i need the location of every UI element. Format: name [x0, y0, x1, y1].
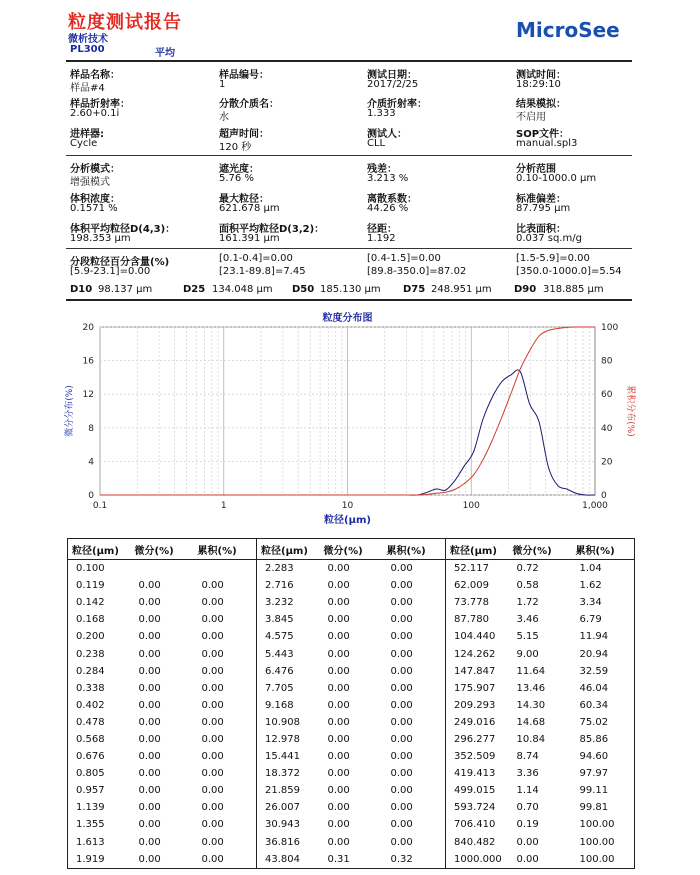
y-tick-right: 20 [601, 457, 613, 468]
table-cell: 0.00 [390, 819, 413, 831]
table-cell: 0.676 [68, 748, 131, 765]
table-cell: 3.36 [516, 768, 539, 780]
x-tick: 0.1 [92, 501, 108, 511]
table-row [68, 697, 635, 714]
table-cell: 0.00 [138, 785, 161, 797]
table-cell: 0.00 [327, 699, 350, 711]
info-value: 不启用 [516, 112, 546, 123]
table-cell: 0.72 [516, 563, 539, 575]
table-cell: 26.007 [257, 799, 320, 816]
table-cell: 10.908 [257, 714, 320, 731]
table-cell: 0.00 [201, 819, 224, 831]
table-cell: 100.00 [572, 834, 635, 851]
table-cell: 0.00 [327, 614, 350, 626]
info-value: 18:29:10 [516, 79, 561, 90]
table-cell: 124.262 [446, 645, 509, 662]
x-tick: 100 [462, 501, 480, 511]
result-label: 径距： [367, 224, 397, 235]
table-cell: 419.413 [446, 765, 509, 782]
result-value: 161.391 μm [219, 233, 280, 244]
table-cell: 0.200 [68, 628, 131, 645]
table-cell: 13.46 [516, 682, 546, 694]
info-value: 1 [219, 79, 226, 90]
table-cell: 0.805 [68, 765, 131, 782]
table-cell: 15.441 [257, 748, 320, 765]
table-cell: 0.00 [201, 665, 224, 677]
result-value: 0.037 sq.m/g [516, 233, 583, 244]
table-row [68, 748, 635, 765]
table-cell: 100.00 [572, 851, 635, 869]
table-cell [194, 560, 257, 578]
table-cell: 0.478 [68, 714, 131, 731]
y-tick-right: 80 [601, 356, 613, 367]
table-cell: 352.509 [446, 748, 509, 765]
table-cell: 0.00 [131, 851, 194, 869]
result-label: 分析模式： [70, 164, 120, 175]
table-cell: 0.00 [194, 851, 257, 869]
table-cell: 0.402 [68, 697, 131, 714]
table-cell: 14.68 [516, 716, 546, 728]
table-cell: 3.845 [257, 611, 320, 628]
table-cell: 0.00 [390, 716, 413, 728]
table-cell: 0.00 [390, 733, 413, 745]
table-cell: 73.778 [446, 594, 509, 611]
info-value: 1.333 [367, 108, 396, 119]
column-header: 累积(%) [383, 539, 446, 560]
table-cell: 0.00 [201, 699, 224, 711]
result-label: 遮光度： [219, 164, 259, 175]
y-axis-label-right: 累积分布(%) [625, 385, 635, 437]
table-cell: 3.46 [516, 614, 539, 626]
table-cell: 0.00 [390, 580, 413, 592]
table-cell: 0.00 [201, 751, 224, 763]
table-cell: 97.97 [572, 765, 635, 782]
table-cell: 0.00 [138, 648, 161, 660]
info-label: 测试人： [367, 129, 407, 140]
column-header: 粒径(μm) [68, 539, 131, 560]
table-cell: 0.00 [201, 802, 224, 814]
table-cell: 11.64 [516, 665, 546, 677]
table-cell: 0.00 [327, 802, 350, 814]
table-cell: 9.00 [516, 648, 539, 660]
table-cell: 0.338 [68, 680, 131, 697]
table-cell: 147.847 [446, 663, 509, 680]
column-header: 粒径(μm) [446, 539, 509, 560]
table-cell: 0.00 [509, 851, 572, 869]
d-label: D90 [514, 284, 537, 295]
table-cell: 43.804 [257, 851, 320, 869]
chart-title: 粒度分布图 [322, 313, 373, 324]
table-cell: 1.919 [68, 851, 131, 869]
table-cell: 62.009 [446, 577, 509, 594]
table-cell: 0.00 [327, 785, 350, 797]
y-axis-label-left: 微分分布(%) [65, 385, 75, 437]
table-cell: 11.94 [572, 628, 635, 645]
table-cell: 249.016 [446, 714, 509, 731]
table-cell: 0.00 [327, 682, 350, 694]
column-header: 累积(%) [194, 539, 257, 560]
table-cell: 0.00 [138, 716, 161, 728]
table-cell: 0.100 [68, 560, 131, 578]
microsee-logo: MicroSee [516, 18, 620, 42]
table-row [68, 816, 635, 833]
segment-value: [0.4-1.5]=0.00 [367, 253, 441, 264]
table-cell: 0.00 [201, 580, 224, 592]
x-tick: 1 [220, 501, 227, 511]
column-header: 微分(%) [131, 539, 194, 560]
x-axis-label: 粒径(μm) [324, 515, 371, 526]
table-cell: 0.168 [68, 611, 131, 628]
table-cell: 1.72 [516, 597, 539, 609]
info-value: Cycle [70, 138, 98, 149]
info-label: SOP文件： [516, 129, 570, 140]
d-value: 98.137 μm [98, 284, 153, 295]
result-value: 增强模式 [70, 177, 110, 188]
info-value: 2017/2/25 [367, 79, 419, 90]
table-cell: 0.00 [201, 785, 224, 797]
table-cell: 0.00 [327, 563, 350, 575]
table-cell: 36.816 [257, 834, 320, 851]
d-label: D25 [183, 284, 206, 295]
segment-value: [0.1-0.4]=0.00 [219, 253, 293, 264]
report-title: 粒度测试报告 [68, 12, 182, 33]
table-cell: 2.716 [257, 577, 320, 594]
table-cell: 593.724 [446, 799, 509, 816]
table-row [68, 714, 635, 731]
result-value: 87.795 μm [516, 203, 571, 214]
segment-value: [350.0-1000.0]=5.54 [516, 266, 622, 277]
result-value: 44.26 % [367, 203, 409, 214]
table-cell: 10.84 [516, 733, 546, 745]
table-cell: 9.168 [257, 697, 320, 714]
table-cell: 0.00 [327, 751, 350, 763]
info-value: 水 [219, 112, 229, 123]
table-body [68, 560, 635, 869]
table-cell: 12.978 [257, 731, 320, 748]
table-cell: 706.410 [446, 816, 509, 833]
header-divider [66, 60, 632, 62]
table-cell: 499.015 [446, 782, 509, 799]
table-cell: 3.232 [257, 594, 320, 611]
table-cell: 0.00 [390, 631, 413, 643]
table-cell: 0.00 [390, 802, 413, 814]
table-cell: 46.04 [572, 680, 635, 697]
info-label: 样品名称： [70, 70, 120, 81]
info-label: 超声时间： [219, 129, 269, 140]
table-cell: 104.440 [446, 628, 509, 645]
table-cell: 2.283 [257, 560, 320, 578]
segment-value: [89.8-350.0]=87.02 [367, 266, 467, 277]
segment-value: [1.5-5.9]=0.00 [516, 253, 590, 264]
d-label: D10 [70, 284, 93, 295]
table-cell: 0.00 [201, 768, 224, 780]
x-tick: 10 [341, 501, 354, 511]
d-value: 318.885 μm [543, 284, 604, 295]
y-tick-right: 60 [601, 390, 613, 401]
result-label: 最大粒径： [219, 194, 269, 205]
table-cell: 75.02 [572, 714, 635, 731]
table-cell: 0.238 [68, 645, 131, 662]
table-cell: 30.943 [257, 816, 320, 833]
table-cell: 0.00 [138, 665, 161, 677]
table-row [68, 765, 635, 782]
table-header-row [68, 539, 635, 560]
table-cell: 0.00 [201, 716, 224, 728]
result-label: 面积平均粒径D(3,2)： [219, 224, 325, 235]
table-cell: 0.957 [68, 782, 131, 799]
table-cell: 0.00 [390, 699, 413, 711]
table-cell: 0.00 [390, 648, 413, 660]
info-label: 结果模拟： [516, 99, 566, 110]
table-cell: 1.139 [68, 799, 131, 816]
table-cell: 1.04 [572, 560, 635, 578]
table-cell: 99.11 [572, 782, 635, 799]
d-value: 134.048 μm [212, 284, 273, 295]
table-cell: 0.00 [138, 802, 161, 814]
table-row [68, 663, 635, 680]
table-cell: 0.70 [516, 802, 539, 814]
table-cell: 0.31 [320, 851, 383, 869]
info-label: 分散介质名： [219, 99, 279, 110]
table-cell: 0.00 [390, 665, 413, 677]
table-cell: 296.277 [446, 731, 509, 748]
table-cell: 0.00 [327, 648, 350, 660]
table-row [68, 731, 635, 748]
table-cell: 0.00 [390, 751, 413, 763]
result-value: 3.213 % [367, 173, 409, 184]
table-cell: 0.00 [327, 716, 350, 728]
result-label: 比表面积： [516, 224, 566, 235]
table-cell: 0.00 [390, 785, 413, 797]
segment-value: [23.1-89.8]=7.45 [219, 266, 306, 277]
table-cell: 99.81 [572, 799, 635, 816]
info-label: 进样器: [70, 129, 104, 140]
table-cell: 0.00 [327, 836, 350, 848]
info-value: 120 秒 [219, 142, 252, 153]
table-cell: 94.60 [572, 748, 635, 765]
segment-value: [5.9-23.1]=0.00 [70, 266, 151, 277]
info-label: 样品折射率： [70, 99, 130, 110]
table-cell: 1.613 [68, 834, 131, 851]
table-cell: 0.00 [201, 733, 224, 745]
table-cell: 209.293 [446, 697, 509, 714]
table-row [68, 782, 635, 799]
table-cell: 0.00 [138, 699, 161, 711]
table-cell: 1.14 [516, 785, 539, 797]
info-value: 2.60+0.1i [70, 108, 120, 119]
y-tick-left: 8 [88, 423, 94, 434]
y-tick-left: 4 [88, 457, 94, 468]
table-cell: 3.34 [572, 594, 635, 611]
table-cell: 5.443 [257, 645, 320, 662]
table-cell: 0.00 [390, 836, 413, 848]
table-cell: 840.482 [446, 834, 509, 851]
table-cell: 32.59 [572, 663, 635, 680]
table-cell: 20.94 [572, 645, 635, 662]
table-cell: 0.00 [201, 648, 224, 660]
table-cell: 60.34 [572, 697, 635, 714]
table-cell: 18.372 [257, 765, 320, 782]
table-cell: 175.907 [446, 680, 509, 697]
table-cell: 0.00 [201, 836, 224, 848]
table-cell: 6.79 [572, 611, 635, 628]
table-cell: 0.284 [68, 663, 131, 680]
table-cell: 1.355 [68, 816, 131, 833]
table-row [68, 560, 635, 578]
y-tick-left: 20 [82, 323, 94, 333]
table-cell: 0.00 [390, 614, 413, 626]
table-cell: 14.30 [516, 699, 546, 711]
table-cell: 0.142 [68, 594, 131, 611]
d-value: 185.130 μm [320, 284, 381, 295]
table-cell: 0.00 [327, 597, 350, 609]
table-cell: 0.00 [390, 682, 413, 694]
table-row [68, 628, 635, 645]
particle-size-chart [50, 305, 650, 530]
table-cell: 0.00 [327, 631, 350, 643]
table-cell: 0.00 [390, 597, 413, 609]
y-tick-left: 0 [88, 491, 94, 501]
y-tick-right: 40 [601, 423, 613, 434]
column-header: 微分(%) [509, 539, 572, 560]
table-cell: 0.19 [516, 819, 539, 831]
x-tick: 1,000 [582, 501, 608, 511]
table-cell: 0.00 [138, 682, 161, 694]
d-label: D75 [403, 284, 426, 295]
y-tick-right: 0 [601, 491, 607, 501]
table-cell: 0.00 [327, 819, 350, 831]
table-cell: 4.575 [257, 628, 320, 645]
table-cell [131, 560, 194, 578]
column-header: 粒径(μm) [257, 539, 320, 560]
info-value: CLL [367, 138, 386, 149]
results-divider [66, 248, 632, 249]
result-value: 1.192 [367, 233, 396, 244]
table-cell: 0.00 [138, 768, 161, 780]
report-mode: 平均 [155, 48, 175, 59]
company-name: 微析技术 [68, 34, 108, 45]
table-cell: 0.00 [138, 597, 161, 609]
result-value: 198.353 μm [70, 233, 131, 244]
table-cell: 0.00 [201, 597, 224, 609]
table-cell: 1000.000 [446, 851, 509, 869]
table-cell: 0.00 [138, 836, 161, 848]
table-cell: 85.86 [572, 731, 635, 748]
column-header: 微分(%) [320, 539, 383, 560]
dvalues-divider [66, 299, 632, 301]
table-cell: 0.00 [201, 682, 224, 694]
column-header: 累积(%) [572, 539, 635, 560]
info-value: 样品#4 [70, 83, 105, 94]
table-cell: 87.780 [446, 611, 509, 628]
table-cell: 100.00 [572, 816, 635, 833]
result-label: 体积浓度： [70, 194, 120, 205]
info-value: manual.spl3 [516, 138, 578, 149]
table-cell: 0.568 [68, 731, 131, 748]
y-tick-right: 100 [601, 323, 619, 333]
table-cell: 0.119 [68, 577, 131, 594]
segments-label: 分段粒径百分含量(%) [70, 257, 170, 268]
y-tick-left: 16 [82, 356, 94, 367]
table-cell: 0.00 [327, 768, 350, 780]
table-cell: 0.00 [327, 733, 350, 745]
size-distribution-table [67, 538, 635, 869]
table-cell: 0.00 [138, 631, 161, 643]
table-cell: 52.117 [446, 560, 509, 578]
table-cell: 0.32 [383, 851, 446, 869]
table-cell: 0.00 [138, 733, 161, 745]
d-value: 248.951 μm [431, 284, 492, 295]
result-label: 标准偏差： [516, 194, 566, 205]
table-cell: 1.62 [572, 577, 635, 594]
table-cell: 0.00 [201, 614, 224, 626]
result-value: 0.1571 % [70, 203, 118, 214]
table-cell: 0.00 [138, 580, 161, 592]
info-divider [66, 155, 632, 156]
table-row [68, 611, 635, 628]
table-cell: 0.00 [327, 580, 350, 592]
table-cell: 0.58 [516, 580, 539, 592]
table-row [68, 645, 635, 662]
table-row [68, 851, 635, 869]
table-cell: 8.74 [516, 751, 539, 763]
info-label: 测试时间： [516, 70, 566, 81]
table-cell: 0.00 [516, 836, 539, 848]
result-value: 0.10-1000.0 μm [516, 173, 597, 184]
table-cell: 7.705 [257, 680, 320, 697]
table-cell: 0.00 [327, 665, 350, 677]
table-cell: 0.00 [390, 768, 413, 780]
table-row [68, 680, 635, 697]
info-label: 测试日期： [367, 70, 417, 81]
table-cell: 5.15 [516, 631, 539, 643]
table-row [68, 799, 635, 816]
table-cell: 21.859 [257, 782, 320, 799]
table-cell: 0.00 [138, 751, 161, 763]
result-value: 5.76 % [219, 173, 254, 184]
result-value: 621.678 μm [219, 203, 280, 214]
table-row [68, 577, 635, 594]
info-label: 介质折射率： [367, 99, 427, 110]
table-row [68, 834, 635, 851]
table-cell: 0.00 [201, 631, 224, 643]
table-cell: 6.476 [257, 663, 320, 680]
result-label: 体积平均粒径D(4,3)： [70, 224, 176, 235]
result-label: 残差： [367, 164, 397, 175]
info-label: 样品编号： [219, 70, 269, 81]
table-cell: 0.00 [138, 819, 161, 831]
d-label: D50 [292, 284, 315, 295]
table-cell: 0.00 [390, 563, 413, 575]
result-label: 离散系数： [367, 194, 417, 205]
table-cell: 0.00 [138, 614, 161, 626]
table-row [68, 594, 635, 611]
result-label: 分析范围 [516, 164, 556, 175]
instrument-model: PL300 [70, 44, 105, 55]
y-tick-left: 12 [82, 390, 94, 401]
